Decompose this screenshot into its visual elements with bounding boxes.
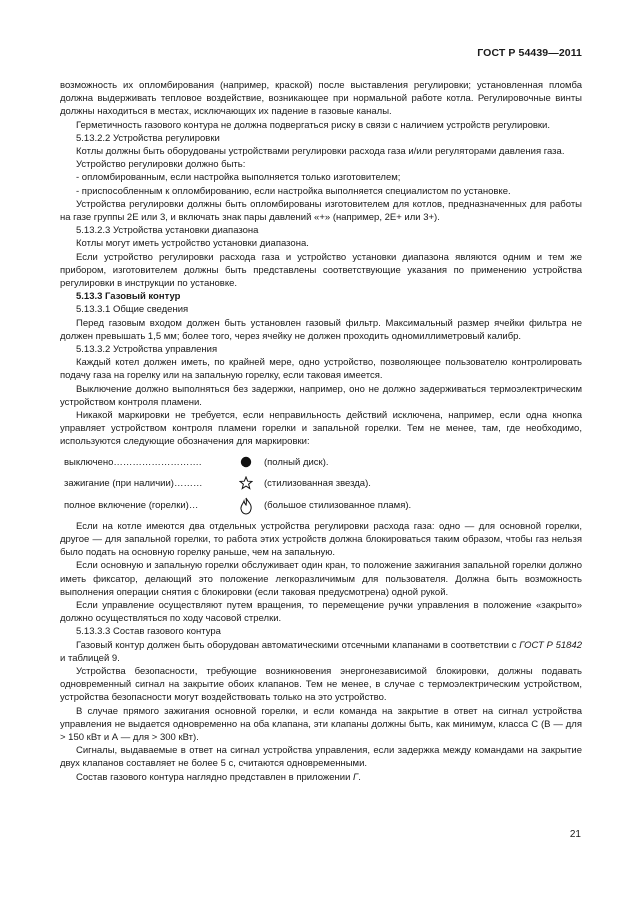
paragraph: Сигналы, выдаваемые в ответ на сигнал устройства управления, если задержка между командами на закрытие двух клапанов составляет не более 5 с, считаются одновременными. [60,745,582,770]
symbol-row-ignition [60,473,582,494]
symbol-row-full-on [60,494,582,518]
subsection-heading: 5.13.2.2 Устройства регулировки [76,132,220,144]
paragraph-text: и таблицей 9. [60,652,120,664]
paragraph: Выключение должно выполняться без задержки, например, оно не должно задерживаться термоэлектрическим устройством контроля пламени. [60,383,582,408]
paragraph: Котлы могут иметь устройство установки диапазона. [76,238,309,250]
paragraph: Устройство регулировки должно быть: [76,159,246,171]
paragraph: Герметичность газового контура не должна подвергаться риску в связи с наличием устройств регулировки. [76,119,550,131]
list-item: - приспособленным к опломбированию, если настройка выполняется специалистом по установке. [76,185,511,197]
paragraph: Устройства регулировки должны быть опломбированы изготовителем для котлов, предназначенных для работы на газе группы 2Е или 3, и включать знак пары давлений «+» (например, 2Е+ или 3+). [60,198,582,224]
paragraph: Устройства безопасности, требующие возникновения энергонезависимой блокировки, должны подавать одновременный сигнал на закрытие обоих клапанов. Тем не менее, в случае с термоэлектрическим устройством, устройства безопасности могут воздействовать только на это устройство. [60,665,582,704]
paragraph: Если управление осуществляют путем вращения, то перемещение ручки управления в положение «закрыто» должно осуществляться по ходу часовой стрелки. [60,599,582,625]
symbol-description: (полный диск). [264,456,329,468]
filled-disc-icon [231,456,261,468]
paragraph: Если основную и запальную горелки обслуживает один кран, то положение зажигания запальной горелки должно иметь фиксатор, делающий это положение легкоразличимым для пользователя. Должна быть возможность выполнения операции снятия с блокировки (если таковая предусмотрена) одной рукой. [60,560,582,598]
paragraph [60,771,582,784]
star-icon [231,476,261,490]
standard-header: ГОСТ Р 54439—2011 [477,47,582,59]
list-item: - опломбированным, если настройка выполняется только изготовителем; [76,172,401,184]
paragraph-text: . [358,771,361,783]
paragraph-text: Состав газового контура наглядно представлен в приложении [76,771,354,783]
standard-reference: ГОСТ Р 51842 [519,639,583,651]
subsection-heading: 5.13.2.3 Устройства установки диапазона [76,225,259,237]
paragraph [60,639,582,665]
flame-icon [231,497,261,515]
paragraph: Перед газовым входом должен быть установлен газовый фильтр. Максимальный размер ячейки фильтра не должен превышать 1,5 мм; более того, через ячейку не должен проходить одномиллиметровый калибр. [60,317,582,342]
paragraph: Если устройство регулировки расхода газа и устройство установки диапазона являются одним и тем же прибором, изготовителем должны быть представлены соответствующие указания по применению устройства регулировки в инструкции по установке. [60,251,582,290]
symbol-label: полное включение (горелки)… [64,500,199,512]
appendix-reference: Г [353,771,359,783]
paragraph: возможность их опломбирования (например, краской) после выставления регулировки; установленная пломба должна выдерживать тепловое воздействие, возникающее при нормальной работе котла. Регулировочные винты должны находиться в местах, исключающих их падение в газовые каналы. [60,80,582,118]
paragraph: В случае прямого зажигания основной горелки, и если команда на закрытие в ответ на сигнал устройства управления не выдается одновременно на оба клапана, эти клапаны должны быть, как минимум, класса С (В — для > 150 кВт и А — для > 300 кВт). [60,705,582,743]
paragraph: Если на котле имеются два отдельных устройства регулировки расхода газа: одно — для основной горелки, другое — для запальной горелки, то работа этих устройств должна блокироваться таким образом, чтобы газ нельзя было подать на основную горелку раньше, чем на запальную. [60,520,582,559]
paragraph-text: Газовый контур должен быть оборудован автоматическими отсечными клапанами в соответствии с [76,639,517,651]
paragraph: Котлы должны быть оборудованы устройствами регулировки расхода газа и/или регуляторами давления газа. [76,146,565,158]
symbol-description: (стилизованная звезда). [264,477,371,489]
paragraph: Каждый котел должен иметь, по крайней мере, одно устройство, позволяющее пользователю контролировать подачу газа на горелку или на запальную горелку, если таковая имеется. [60,357,582,382]
page-number: 21 [569,829,581,840]
document-body [60,79,582,784]
section-heading: 5.13.3 Газовый контур [76,291,181,303]
subsection-heading: 5.13.3.3 Состав газового контура [76,626,221,638]
marking-symbols-list [60,452,582,518]
symbol-description: (большое стилизованное пламя). [264,500,412,512]
symbol-row-off [60,452,582,473]
subsection-heading: 5.13.3.1 Общие сведения [76,304,189,316]
paragraph: Никакой маркировки не требуется, если неправильность действий исключена, например, если одна кнопка управляет устройством контроля пламени горелки и запальной горелки. Тем не менее, там, где необходимо, используются следующие обозначения для маркировки: [60,410,582,448]
subsection-heading: 5.13.3.2 Устройства управления [76,344,218,356]
symbol-label: выключено………………………. [64,456,202,468]
symbol-label: зажигание (при наличии)……… [64,477,203,489]
